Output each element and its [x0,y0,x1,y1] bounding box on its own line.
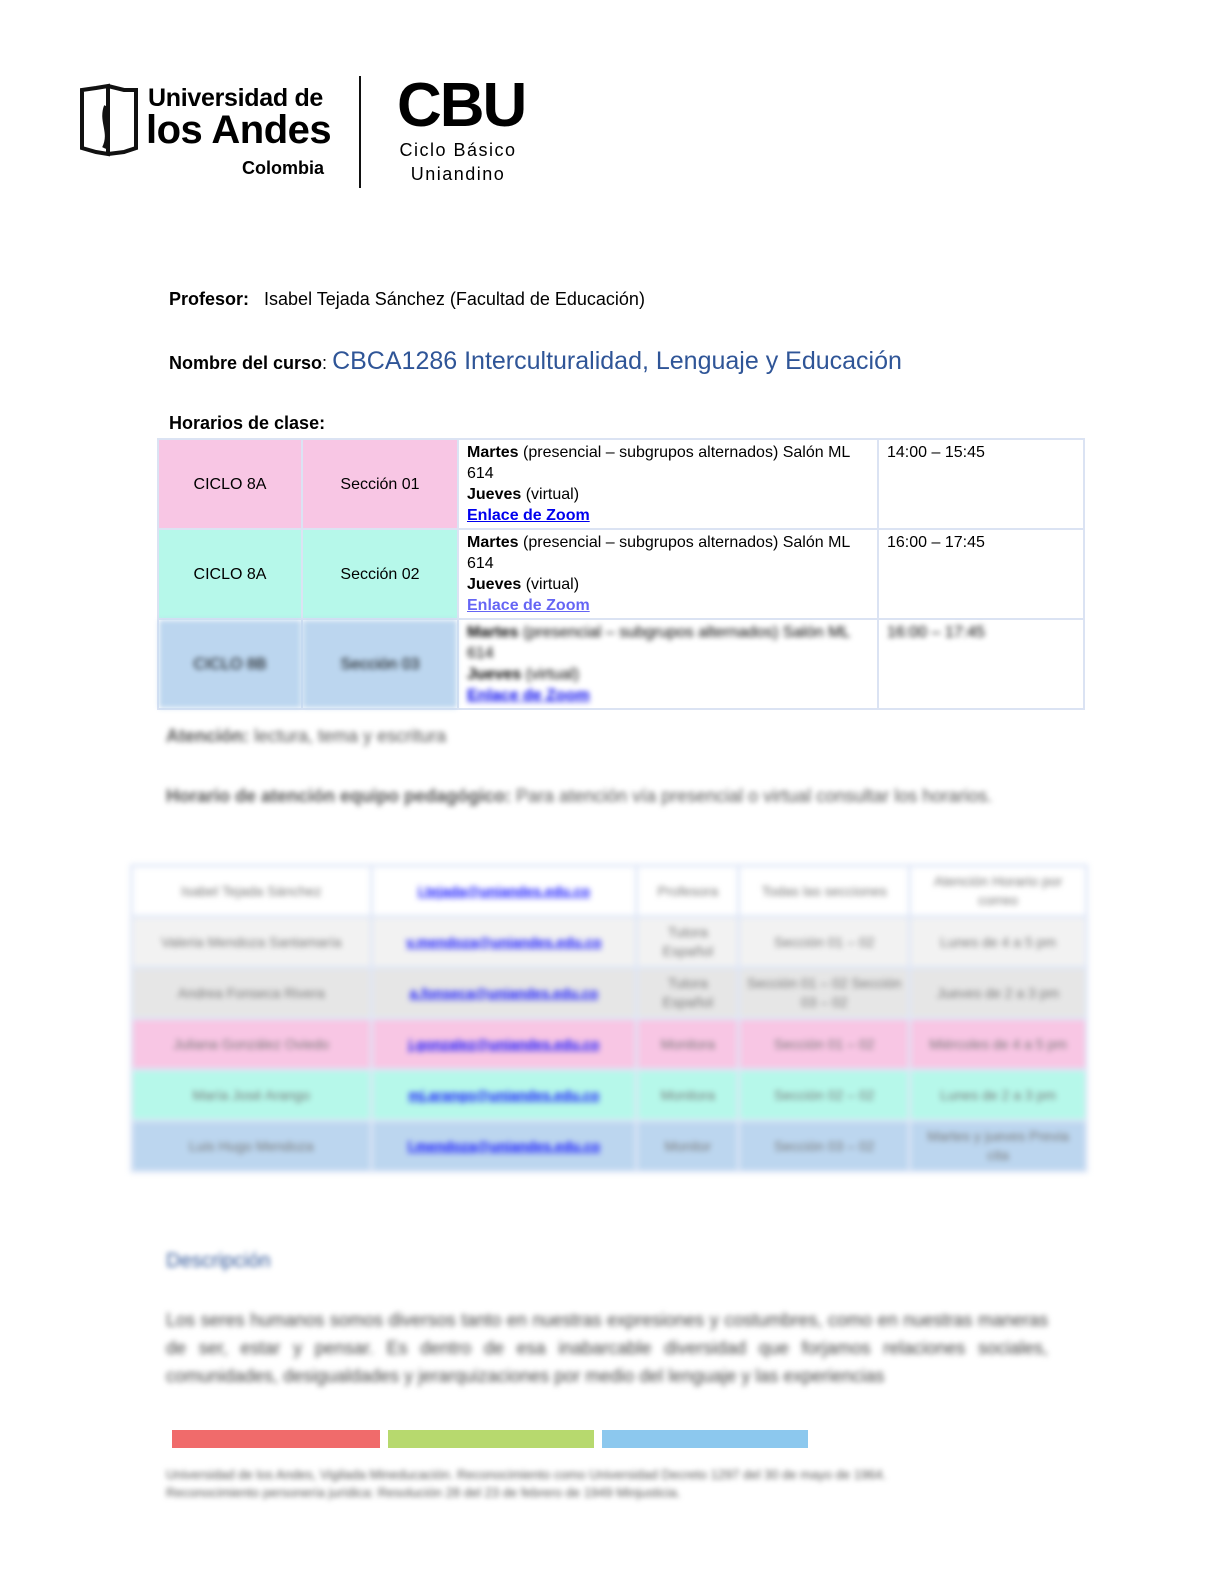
team-role: Monitor [637,1121,739,1172]
schedule-days [458,619,878,709]
attention-value: lectura, tema y escritura [254,726,447,746]
schedule-day2: Jueves [467,576,522,593]
description-heading: Descripción [166,1250,271,1272]
course-line [169,347,902,376]
team-hours: Lunes de 4 a 5 pm [910,917,1087,968]
team-hours: Jueves de 2 a 3 pm [910,968,1087,1019]
description-body: Los seres humanos somos diversos tanto en nuestras expresiones y costumbres, como en nuestras maneras de ser, estar y pensar. Es dentro de esa inabarcable diversidad que forjamos relaciones sociales, comunidades, desigualdades y jerarquizaciones por medio del lenguaje y las experiencias [166,1310,1048,1386]
team-email[interactable]: l.mendoza@uniandes.edu.co [371,1121,637,1172]
attention-label: Atención: [166,726,249,746]
schedule-table [157,438,1085,710]
professor-label: Profesor: [169,289,250,309]
footer-bar-red [172,1430,380,1448]
schedule-day2: Jueves [467,666,522,683]
university-name-line2: los Andes [146,108,332,152]
footer-bar-green [388,1430,594,1448]
schedule-day1: Martes [467,444,519,461]
team-email[interactable]: i.tejada@uniandes.edu.co [371,866,637,917]
footer-text [166,1466,976,1502]
schedule-day2-detail: (virtual) [521,576,580,593]
team-role: Tutora Español [637,917,739,968]
schedule-day1: Martes [467,534,519,551]
team-role: Tutora Español [637,968,739,1019]
team-name: María José Arango [132,1070,372,1121]
schedule-day2-detail: (virtual) [521,486,580,503]
schedule-day2-detail: (virtual) [521,666,580,683]
schedule-time: 14:00 – 15:45 [878,439,1084,529]
schedule-seccion: Sección 01 [302,439,458,529]
team-sections: Sección 03 – 02 [739,1121,910,1172]
university-name-line1: Universidad de [148,84,324,112]
schedule-seccion: Sección 02 [302,529,458,619]
schedule-days [458,529,878,619]
professor-value: Isabel Tejada Sánchez (Facultad de Educación) [264,289,645,309]
schedule-day1-detail: (presencial – subgrupos alternados) Salón ML 614 [467,624,850,662]
team-row [132,1121,1087,1172]
schedule-day1-detail: (presencial – subgrupos alternados) Salón ML 614 [467,444,850,482]
team-intro [166,782,1026,810]
team-row [132,968,1087,1019]
team-intro-value: Para atención vía presencial o virtual consultar los horarios. [511,786,993,806]
footer-line2: Reconocimiento personería jurídica: Resolución 28 del 23 de febrero de 1949 Minjusticia. [166,1485,681,1500]
team-row [132,1019,1087,1070]
team-row [132,866,1087,917]
team-role: Monitora [637,1070,739,1121]
schedule-ciclo: CICLO 8A [158,439,302,529]
zoom-link[interactable]: Enlace de Zoom [467,687,590,704]
cbu-subtitle-line1: Ciclo Básico [399,140,517,160]
footer-line1: Universidad de los Andes, Vigilada Mineducación. Reconocimiento como Universidad Decreto 1297 del 30 de mayo de 1964. [166,1467,887,1482]
team-table [130,864,1088,1173]
logo-divider [359,76,361,188]
team-hours: Atención Horario por correo [910,866,1087,917]
schedule-day1: Martes [467,624,519,641]
team-email[interactable]: j.gonzalez@uniandes.edu.co [371,1019,637,1070]
team-sections: Sección 01 – 02 Sección 03 – 02 [739,968,910,1019]
course-label: Nombre del curso [169,353,323,373]
schedule-days [458,439,878,529]
team-name: Luis Hugo Mendoza [132,1121,372,1172]
attention-line [166,726,446,747]
team-sections: Sección 01 – 02 [739,1019,910,1070]
team-sections: Sección 02 – 02 [739,1070,910,1121]
course-title: CBCA1286 Interculturalidad, Lenguaje y Educación [332,347,902,375]
zoom-link[interactable]: Enlace de Zoom [467,507,590,524]
schedule-row [158,439,1084,529]
schedule-ciclo: CICLO 8B [158,619,302,709]
university-country: Colombia [242,158,325,178]
cbu-logo: CBU [397,71,526,140]
cbu-subtitle [397,138,519,186]
footer-bar-blue [602,1430,808,1448]
team-email[interactable]: mj.arango@uniandes.edu.co [371,1070,637,1121]
team-name: Andrea Fonseca Rivera [132,968,372,1019]
schedule-label: Horarios de clase: [169,413,326,433]
schedule-ciclo: CICLO 8A [158,529,302,619]
cbu-subtitle-line2: Uniandino [410,164,506,184]
team-hours: Lunes de 2 a 3 pm [910,1070,1087,1121]
schedule-time: 16:00 – 17:45 [878,619,1084,709]
course-colon: : [322,353,328,373]
team-hours: Martes y jueves Previa cita [910,1121,1087,1172]
team-sections: Todas las secciones [739,866,910,917]
team-role: Profesora [637,866,739,917]
team-email[interactable]: v.mendoza@uniandes.edu.co [371,917,637,968]
team-role: Monitora [637,1019,739,1070]
team-sections: Sección 01 – 02 [739,917,910,968]
team-name: Valeria Mendoza Santamaría [132,917,372,968]
team-email[interactable]: a.fonseca@uniandes.edu.co [371,968,637,1019]
schedule-seccion: Sección 03 [302,619,458,709]
schedule-row [158,529,1084,619]
team-hours: Miércoles de 4 a 5 pm [910,1019,1087,1070]
professor-line [169,289,645,310]
schedule-day1-detail: (presencial – subgrupos alternados) Salón ML 614 [467,534,850,572]
schedule-day2: Jueves [467,486,522,503]
team-name: Juliana González Oviedo [132,1019,372,1070]
team-name: Isabel Tejada Sánchez [132,866,372,917]
schedule-time: 16:00 – 17:45 [878,529,1084,619]
team-row [132,1070,1087,1121]
schedule-row [158,619,1084,709]
team-intro-label: Horario de atención equipo pedagógico: [166,786,512,806]
zoom-link[interactable]: Enlace de Zoom [467,597,590,614]
team-row [132,917,1087,968]
